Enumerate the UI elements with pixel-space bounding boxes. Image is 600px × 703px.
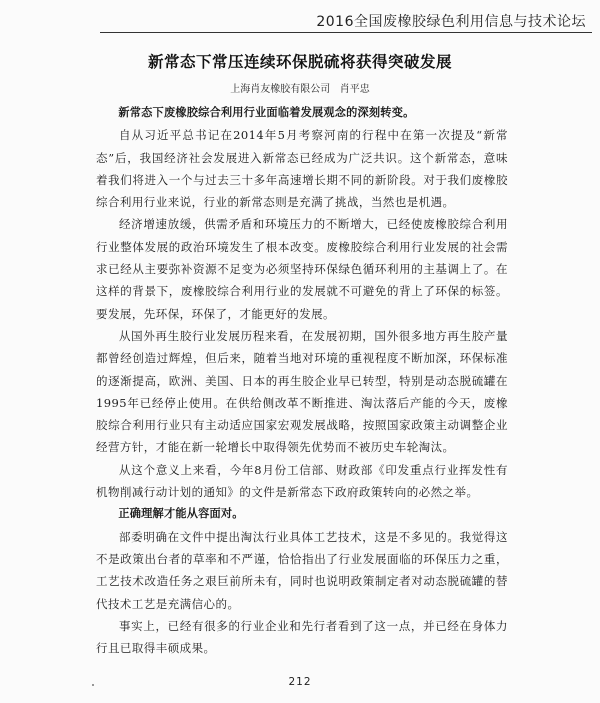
body-paragraph: 经济增速放缓，供需矛盾和环境压力的不断增大，已经使废橡胶综合利用行业整体发展的政治环境发生了根本改变。废橡胶综合利用行业发展的社会需求已经从主要弥补资源不足变为必须坚持环保绿色循环利用的主基调上了。在这样的背景下，废橡胶综合利用行业的发展就不可避免的背上了环保的标签。要发展，先环保，环保了，才能更好的发展。 [96, 217, 508, 321]
running-header-title: 2016全国废橡胶绿色利用信息与技术论坛 [316, 14, 586, 30]
article-title: 新常态下常压连续环保脱硫将获得突破发展 [147, 53, 452, 71]
body-paragraph: 自从习近平总书记在2014年5月考察河南的行程中在第一次提及“新常态”后，我国经济社会发展进入新常态已经成为广泛共识。这个新常态，意味着我们将进入一个与过去三十多年高速增长期不同的新阶段。对于我们废橡胶综合利用行业来说，行业的新常态则是充满了挑战，当然也是机遇。 [96, 128, 508, 210]
article-body [96, 102, 508, 659]
body-paragraph: 从这个意义上来看，今年8月份工信部、财政部《印发重点行业挥发性有机物削减行动计划的通知》的文件是新常态下政府政策转向的必然之举。 [96, 462, 508, 500]
header-rule [100, 32, 592, 33]
section-heading: 正确理解才能从容面对。 [118, 507, 244, 521]
page-number: 212 [288, 676, 312, 688]
section-heading: 新常态下废橡胶综合利用行业面临着发展观念的深刻转变。 [118, 106, 415, 119]
body-paragraph: 部委明确在文件中提出淘汰行业具体工艺技术，这是不多见的。我觉得这不是政策出台者的草率和不严谨，恰恰指出了行业发展面临的环保压力之重，工艺技术改造任务之艰巨前所未有，同时也说明政策制定者对动态脱硫罐的替代技术工艺是充满信心的。 [96, 529, 508, 611]
running-header [0, 0, 600, 36]
body-paragraph: 事实上，已经有很多的行业企业和先行者看到了这一点，并已经在身体力行且已取得丰硕成果。 [96, 618, 508, 656]
article-byline: 上海肖友橡胶有限公司 肖平忠 [230, 84, 370, 95]
body-paragraph: 从国外再生胶行业发展历程来看，在发展初期，国外很多地方再生胶产量都曾经创造过辉煌，但后来，随着当地对环境的重视程度不断加深，环保标准的逐渐提高，欧洲、美国、日本的再生胶企业早已转型，特别是动态脱硫罐在1995年已经停止使用。在供给侧改革不断推进、淘汰落后产能的今天，废橡胶综合利用行业只有主动适应国家宏观发展战略，按照国家政策主动调整企业经营方针，才能在新一轮增长中取得领先优势而不被历史车轮淘汰。 [96, 328, 508, 455]
